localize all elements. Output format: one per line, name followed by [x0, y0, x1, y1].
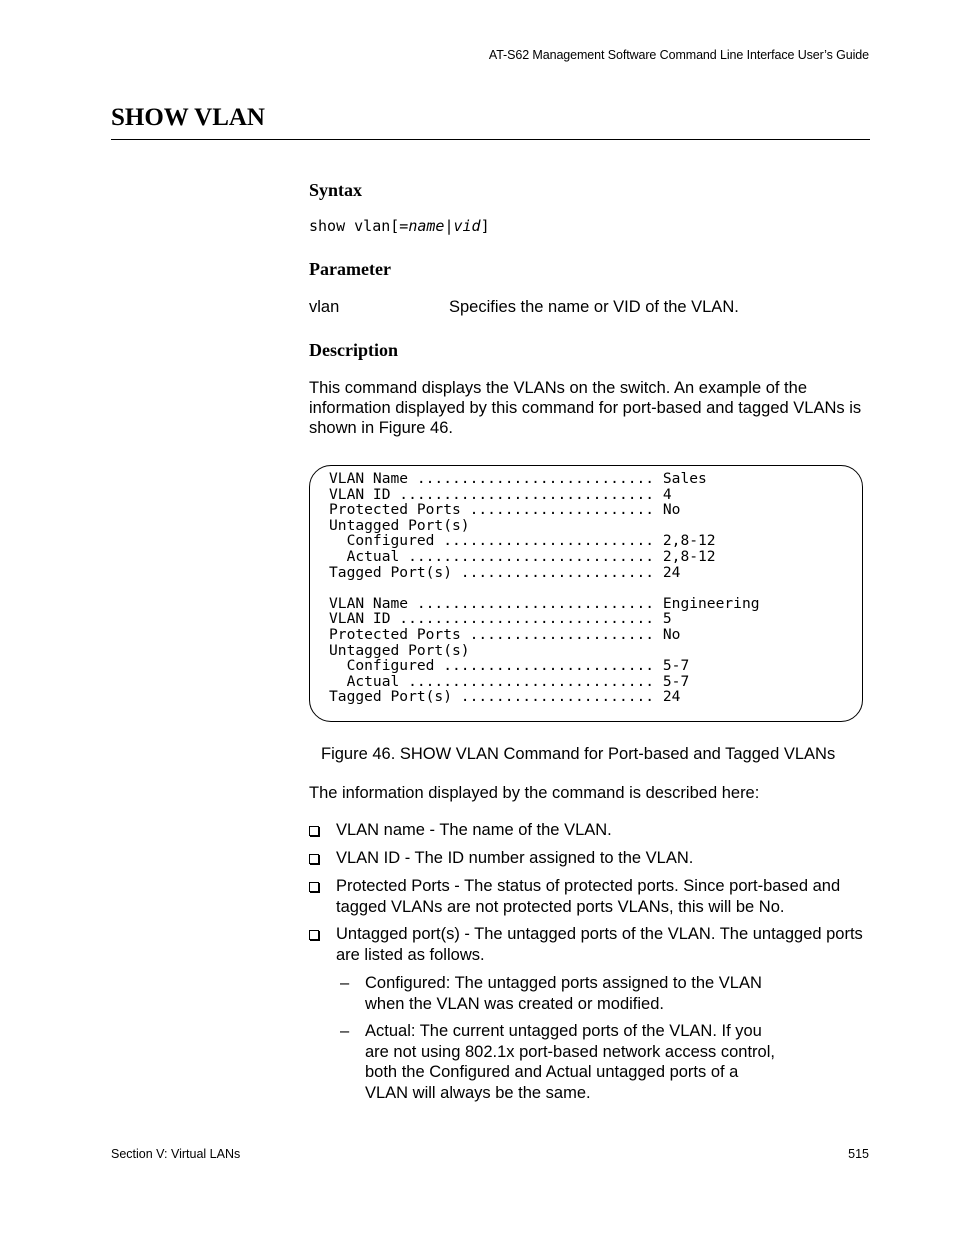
description-heading: Description: [309, 340, 398, 360]
list-item-text: Untagged port(s) - The untagged ports of the VLAN. The untagged ports are listed as follows.: [336, 925, 863, 964]
syntax-prefix: show vlan[=: [309, 217, 409, 235]
sub-list-item-text: Actual: The current untagged ports of the VLAN. If you are not using 802.1x port-based network access control, both the Configured and Actual untagged ports of a VLAN will always be the same.: [365, 1022, 775, 1102]
syntax-heading: Syntax: [309, 180, 363, 200]
syntax-arg-vid: vid: [453, 217, 481, 235]
figure-code-output: VLAN Name ........................... Sales VLAN ID ............................. 4 Protected Ports ..................... No Untagged Port(s) Configured ........................ 2,8-12 Actual ............................ 2,8-12 Tagged Port(s) ...................... 24 VLAN Name ........................... Engineering VLAN ID ............................. 5 Protected Ports ..................... No Untagged Port(s) Configured ........................ 5-7 Actual ............................ 5-7 Tagged Port(s) ...................... 24: [329, 470, 760, 706]
parameter-description: Specifies the name or VID of the VLAN.: [449, 298, 739, 316]
description-text: This command displays the VLANs on the switch. An example of the information displayed by this command for port-based and tagged VLANs is shown in Figure 46.: [309, 379, 862, 437]
syntax-command: [309, 217, 490, 235]
title-rule: [111, 139, 870, 140]
info-intro: The information displayed by the command is described here:: [309, 784, 760, 802]
dash-bullet: –: [340, 974, 350, 992]
page-title: SHOW VLAN: [111, 104, 265, 131]
figure-caption: Figure 46. SHOW VLAN Command for Port-based and Tagged VLANs: [321, 745, 836, 763]
footer-page-number: 515: [848, 1147, 869, 1161]
checkbox-bullet-icon: [309, 882, 319, 892]
running-header: AT-S62 Management Software Command Line Interface User’s Guide: [488, 48, 869, 62]
sub-list-item-text: Configured: The untagged ports assigned to the VLAN when the VLAN was created or modified.: [365, 974, 762, 1013]
checkbox-bullet-icon: [309, 930, 319, 940]
checkbox-bullet-icon: [309, 826, 319, 836]
list-item-text: VLAN name - The name of the VLAN.: [336, 821, 612, 839]
checkbox-bullet-icon: [309, 854, 319, 864]
syntax-separator: |: [444, 217, 454, 235]
syntax-arg-name: name: [408, 217, 445, 235]
syntax-suffix: ]: [480, 217, 490, 235]
parameter-heading: Parameter: [309, 259, 391, 279]
list-item-text: VLAN ID - The ID number assigned to the VLAN.: [336, 849, 694, 867]
dash-bullet: –: [340, 1022, 350, 1040]
list-item-text: Protected Ports - The status of protected ports. Since port-based and tagged VLANs are not protected ports VLANs, this will be No.: [336, 877, 841, 916]
footer-section: Section V: Virtual LANs: [111, 1147, 241, 1161]
parameter-name: vlan: [309, 298, 340, 316]
